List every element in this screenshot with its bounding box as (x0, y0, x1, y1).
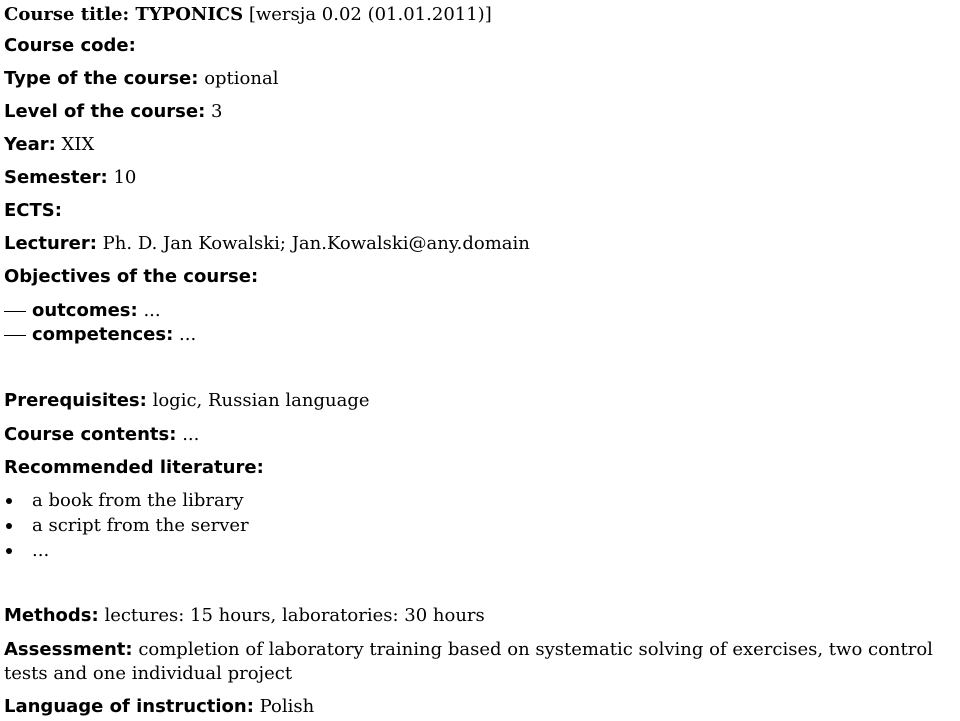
literature-row (4, 457, 264, 479)
assessment-value: completion of laboratory training based on systematic solving of exercises, two control tests and one individual project (4, 639, 933, 684)
literature-item-text: a book from the library (32, 490, 244, 511)
prerequisites-value: logic, Russian language (152, 390, 370, 411)
assessment-label: Assessment: (4, 639, 133, 660)
course-title-version: [wersja 0.02 (01.01.2011)] (248, 4, 492, 25)
objectives-row (4, 266, 258, 288)
language-row (4, 696, 314, 718)
methods-row (4, 605, 485, 627)
dash-marker (4, 335, 26, 336)
year-row (4, 134, 94, 156)
literature-label: Recommended literature: (4, 457, 264, 478)
objectives-item-label: competences: (32, 324, 174, 345)
semester-label: Semester: (4, 167, 108, 188)
course-type-row (4, 68, 278, 90)
prerequisites-label: Prerequisites: (4, 390, 147, 411)
objectives-label: Objectives of the course: (4, 266, 259, 287)
course-code-row (4, 35, 136, 57)
methods-label: Methods: (4, 605, 99, 626)
course-type-label: Type of the course: (4, 68, 199, 89)
objectives-item-label: outcomes: (32, 300, 138, 321)
dash-marker (4, 311, 26, 312)
lecturer-row (4, 233, 530, 255)
year-value: XIX (61, 134, 95, 155)
objectives-item-value: ... (179, 324, 197, 345)
bullet-marker (6, 548, 12, 554)
semester-value: 10 (113, 167, 137, 188)
course-code-label: Course code: (4, 35, 136, 56)
course-title-row (4, 4, 492, 26)
course-level-label: Level of the course: (4, 101, 206, 122)
ects-row (4, 200, 62, 222)
bullet-marker (6, 498, 12, 504)
year-label: Year: (4, 134, 56, 155)
language-value: Polish (259, 696, 315, 717)
language-label: Language of instruction: (4, 696, 254, 717)
methods-value: lectures: 15 hours, laboratories: 30 hours (104, 605, 485, 626)
prerequisites-row (4, 390, 370, 412)
course-type-value: optional (204, 68, 279, 89)
literature-item-text: a script from the server (32, 515, 249, 536)
course-contents-value: ... (182, 424, 200, 445)
lecturer-value: Ph. D. Jan Kowalski; Jan.Kowalski@any.domain (102, 233, 530, 254)
bullet-marker (6, 523, 12, 529)
course-level-row (4, 101, 222, 123)
course-contents-label: Course contents: (4, 424, 177, 445)
course-level-value: 3 (211, 101, 223, 122)
course-contents-row (4, 424, 199, 446)
literature-item-text: ... (32, 540, 50, 561)
assessment-paragraph (4, 638, 958, 686)
objectives-item-value: ... (143, 300, 161, 321)
ects-label: ECTS: (4, 200, 62, 221)
lecturer-label: Lecturer: (4, 233, 97, 254)
course-title-label: Course title: TYPONICS (4, 4, 244, 25)
semester-row (4, 167, 136, 189)
